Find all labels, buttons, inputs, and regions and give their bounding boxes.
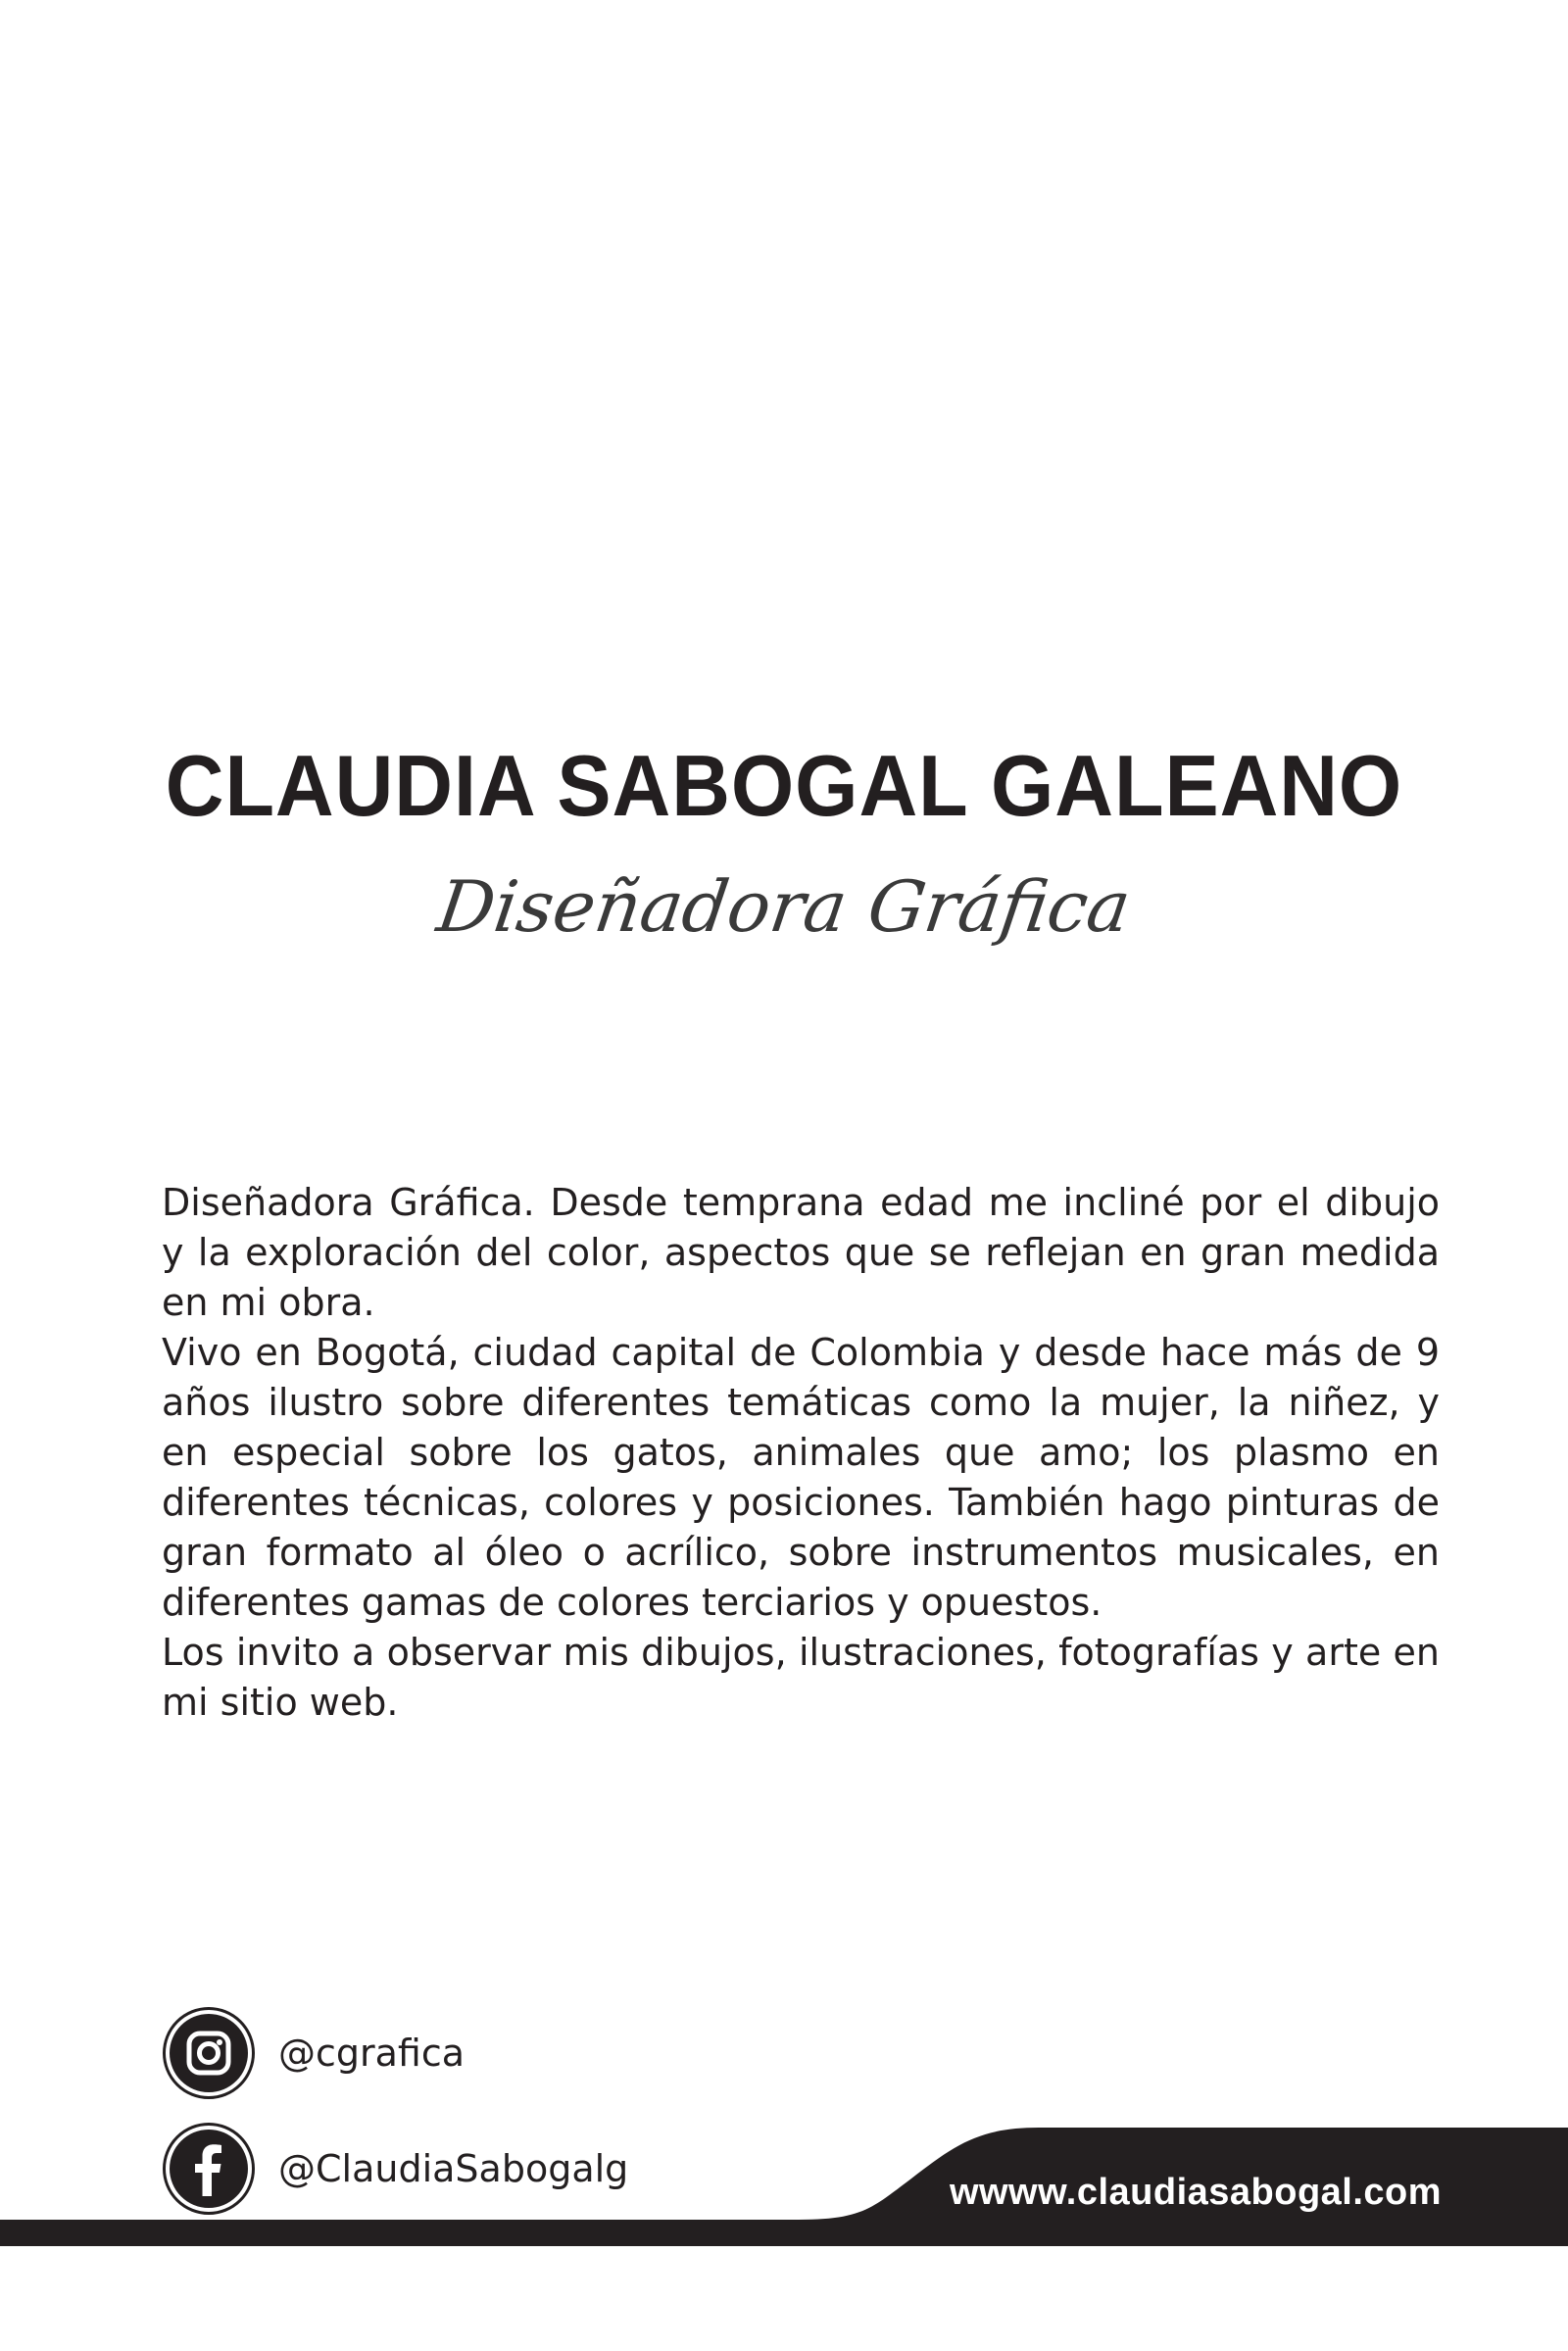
instagram-handle: @cgrafica [278, 2032, 466, 2075]
instagram-link[interactable] [163, 2007, 465, 2099]
biography [162, 1178, 1440, 1728]
instagram-icon [163, 2007, 255, 2099]
bio-paragraph: Diseñadora Gráfica. Desde temprana edad me incliné por el dibujo y la exploración del color, aspectos que se reflejan en gran medida en mi obra. [162, 1181, 1440, 1324]
bio-paragraph: Vivo en Bogotá, ciudad capital de Colombia y desde hace más de 9 años ilustro sobre diferentes temáticas como la mujer, la niñez, y en especial sobre los gatos, animales que amo; los plasmo en diferentes técnicas, colores y posiciones. También hago pinturas de gran formato al óleo o acrílico, sobre instrumentos musicales, en diferentes gamas de colores terciarios y opuestos. [162, 1331, 1440, 1624]
website-link[interactable]: wwww.claudiasabogal.com [949, 2172, 1443, 2213]
artist-profession: Diseñadora Gráfica [432, 865, 1136, 948]
bio-paragraph: Los invito a observar mis dibujos, ilustraciones, fotografías y arte en mi sitio web. [162, 1631, 1440, 1724]
artist-name: CLAUDIA SABOGAL GALEANO [165, 737, 1403, 834]
facebook-handle: @ClaudiaSabogalg [278, 2147, 629, 2190]
